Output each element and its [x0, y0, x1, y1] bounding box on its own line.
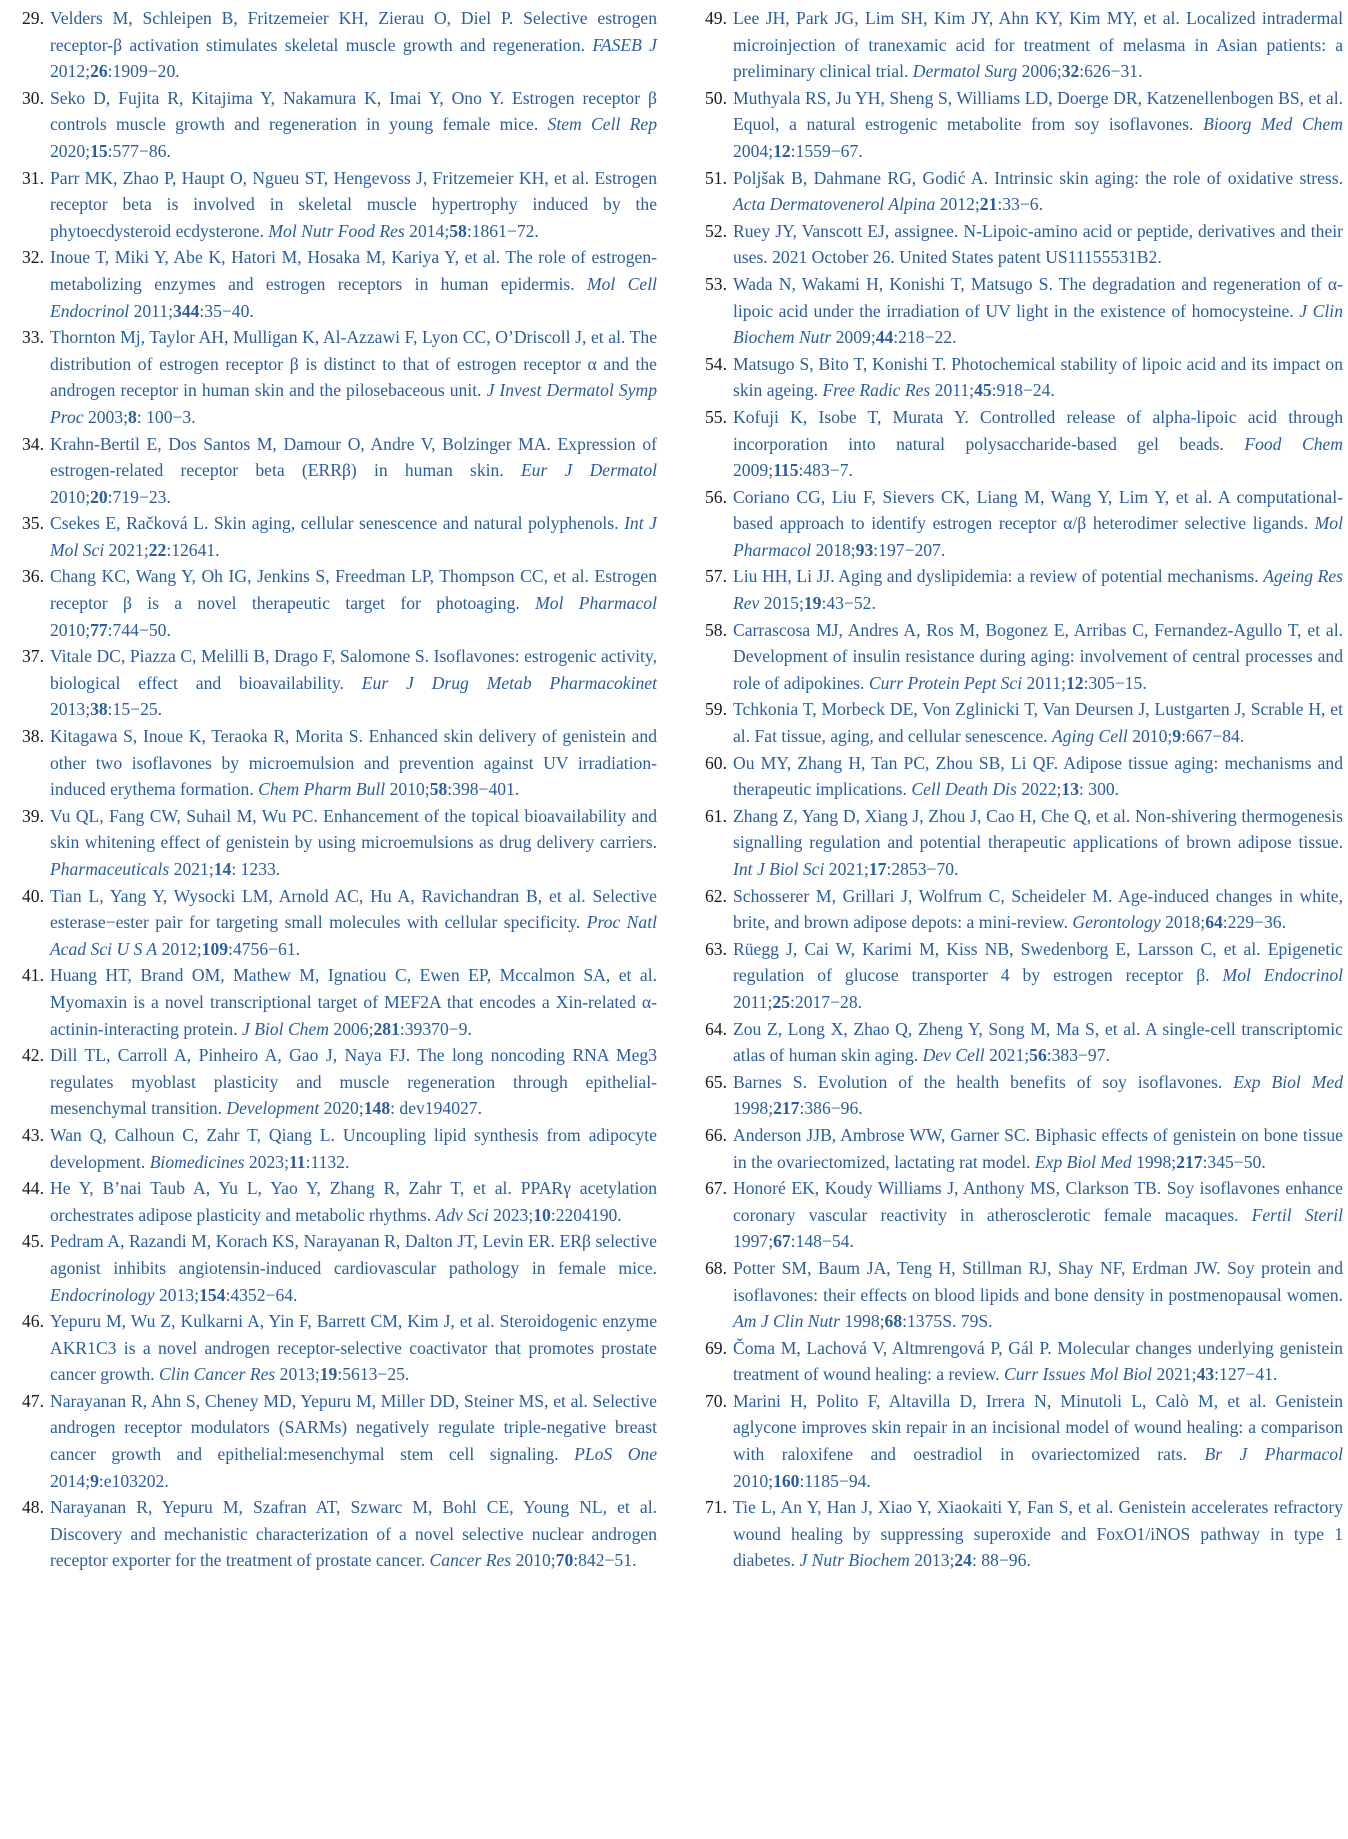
reference-journal[interactable]: Am J Clin Nutr: [733, 1311, 841, 1332]
reference-journal[interactable]: FASEB J: [592, 34, 657, 55]
reference-entry: [693, 271, 1343, 351]
reference-pages: :4352−64.: [225, 1284, 298, 1305]
reference-volume: 148: [363, 1098, 391, 1119]
reference-text: Parr MK, Zhao P, Haupt O, Ngueu ST, Hengevoss J, Fritzemeier KH, et al. Estrogen receptor beta is involved in skeletal muscle hypertrophy induced by the phytoecdysteroid ecdysterone.: [50, 167, 657, 241]
reference-entry: [693, 165, 1343, 218]
reference-journal[interactable]: Chem Pharm Bull: [258, 779, 386, 800]
reference-text: Csekes E, Račková L. Skin aging, cellular senescence and natural polyphenols.: [50, 513, 619, 534]
reference-journal[interactable]: Food Chem: [1244, 433, 1343, 454]
reference-volume: 217: [773, 1098, 800, 1119]
reference-journal[interactable]: Dev Cell: [922, 1045, 985, 1066]
reference-volume: 115: [773, 460, 799, 481]
reference-year: 2018;: [1165, 912, 1206, 933]
reference-number: 59.: [705, 699, 727, 720]
reference-journal[interactable]: Gerontology: [1072, 912, 1161, 933]
reference-pages: : dev194027.: [390, 1098, 482, 1119]
reference-number: 54.: [705, 353, 727, 374]
reference-journal[interactable]: J Nutr Biochem: [799, 1550, 910, 1571]
reference-column-left: [10, 5, 657, 1574]
reference-text: Rüegg J, Cai W, Karimi M, Kiss NB, Swedenborg E, Larsson C, et al. Epigenetic regulation of glucose transporter 4 by estrogen receptor β.: [733, 938, 1343, 986]
reference-pages: : 300.: [1078, 779, 1120, 800]
reference-text: Kitagawa S, Inoue K, Teraoka R, Morita S. Enhanced skin delivery of genistein and other two isoflavones by microemulsion and prevention against UV irradiation-induced erythema formation.: [50, 726, 657, 800]
reference-journal[interactable]: Bioorg Med Chem: [1203, 114, 1343, 135]
reference-pages: : 88−96.: [971, 1550, 1031, 1571]
reference-journal[interactable]: Fertil Steril: [1251, 1204, 1343, 1225]
reference-number: 39.: [22, 805, 44, 826]
reference-text: Dill TL, Carroll A, Pinheiro A, Gao J, Naya FJ. The long noncoding RNA Meg3 regulates myoblast plasticity and muscle regeneration through epithelial-mesenchymal transition.: [50, 1045, 657, 1119]
reference-journal[interactable]: Development: [226, 1098, 320, 1119]
reference-text: Matsugo S, Bito T, Konishi T. Photochemical stability of lipoic acid and its impact on skin ageing.: [733, 353, 1343, 401]
reference-volume: 17: [868, 859, 887, 879]
reference-entry: [10, 883, 657, 963]
reference-volume: 24: [954, 1550, 972, 1571]
reference-text: Muthyala RS, Ju YH, Sheng S, Williams LD, Doerge DR, Katzenellenbogen BS, et al. Equol, a natural estrogenic metabolite from soy isoflavones.: [733, 87, 1343, 135]
reference-number: 60.: [705, 752, 727, 773]
reference-year: 2018;: [815, 539, 856, 560]
reference-pages: :33−6.: [997, 194, 1043, 215]
reference-year: 2003;: [87, 406, 129, 427]
reference-year: 2012;: [50, 61, 91, 82]
reference-entry: [693, 1016, 1343, 1069]
reference-text: Ou MY, Zhang H, Tan PC, Zhou SB, Li QF. Adipose tissue aging: mechanisms and therapeutic implications.: [733, 752, 1343, 800]
reference-journal[interactable]: Curr Protein Pept Sci: [868, 672, 1023, 693]
reference-number: 43.: [22, 1124, 44, 1145]
reference-pages: :577−86.: [107, 140, 171, 161]
reference-pages: :842−51.: [573, 1550, 637, 1571]
reference-number: 65.: [705, 1071, 727, 1092]
reference-text: Seko D, Fujita R, Kitajima Y, Nakamura K, Imai Y, Ono Y. Estrogen receptor β controls muscle growth and regeneration in young female mice.: [50, 87, 657, 135]
reference-entry: [693, 1388, 1343, 1494]
reference-entry: [693, 484, 1343, 564]
reference-entry: [693, 803, 1343, 883]
reference-entry: [10, 244, 657, 324]
reference-pages: :127−41.: [1214, 1364, 1278, 1385]
reference-volume: 10: [533, 1204, 551, 1225]
reference-volume: 344: [173, 300, 200, 321]
reference-entry: [693, 1335, 1343, 1388]
reference-volume: 160: [773, 1470, 800, 1491]
reference-number: 36.: [22, 566, 44, 587]
reference-pages: :2204190.: [550, 1204, 622, 1225]
reference-volume: 64: [1205, 912, 1223, 933]
reference-year: 2020;: [50, 140, 91, 161]
reference-entry: [10, 85, 657, 165]
reference-number: 34.: [22, 433, 44, 454]
reference-number: 38.: [22, 726, 44, 747]
reference-number: 50.: [705, 87, 727, 108]
reference-pages: : 100−3.: [136, 406, 196, 427]
reference-journal[interactable]: Dermatol Surg: [912, 61, 1018, 82]
reference-pages: :12641.: [166, 539, 220, 560]
reference-volume: 44: [875, 327, 894, 348]
reference-volume: 93: [855, 539, 874, 560]
reference-journal[interactable]: Br J Pharmacol: [1204, 1444, 1343, 1465]
reference-journal[interactable]: Ageing Res Rev: [733, 566, 1344, 614]
reference-column-right: [693, 5, 1343, 1574]
reference-entry: [10, 1042, 657, 1122]
reference-entry: [693, 5, 1343, 85]
reference-pages: :35−40.: [199, 300, 254, 321]
reference-entry: [10, 1494, 657, 1574]
reference-pages: :2853−70.: [886, 859, 959, 879]
reference-volume: 19: [803, 593, 822, 614]
reference-volume: 13: [1061, 779, 1079, 800]
reference-pages: :1909−20.: [107, 61, 180, 82]
reference-text: Velders M, Schleipen B, Fritzemeier KH, Zierau O, Diel P. Selective estrogen receptor-β activation stimulates skeletal muscle growth and regeneration.: [50, 8, 657, 55]
reference-entry: [693, 1255, 1343, 1335]
reference-volume: 12: [773, 140, 791, 161]
reference-number: 57.: [705, 566, 727, 587]
reference-journal[interactable]: Exp Biol Med: [1034, 1151, 1132, 1172]
reference-journal[interactable]: Curr Issues Mol Biol: [1003, 1364, 1153, 1385]
reference-number: 47.: [22, 1390, 44, 1411]
reference-volume: 43: [1196, 1364, 1215, 1385]
reference-text: Anderson JJB, Ambrose WW, Garner SC. Biphasic effects of genistein on bone tissue in the ovariectomized, lactating rat model.: [733, 1124, 1343, 1172]
reference-journal[interactable]: J Clin Biochem Nutr: [733, 300, 1343, 348]
reference-entry: [693, 85, 1343, 165]
reference-text: Wada N, Wakami H, Konishi T, Matsugo S. The degradation and regeneration of α-lipoic acid under the irradiation of UV light in the existence of homocysteine.: [733, 273, 1343, 321]
reference-entry: [10, 1228, 657, 1308]
reference-volume: 22: [148, 539, 167, 560]
reference-year: 2010;: [733, 1470, 774, 1491]
reference-volume: 70: [555, 1550, 574, 1571]
reference-volume: 58: [449, 220, 467, 241]
reference-entry: [693, 563, 1343, 616]
reference-volume: 154: [199, 1284, 226, 1305]
reference-number: 70.: [705, 1390, 727, 1411]
reference-entry: [693, 404, 1343, 484]
reference-text: Liu HH, Li JJ. Aging and dyslipidemia: a review of potential mechanisms.: [733, 566, 1259, 587]
reference-journal[interactable]: Mol Nutr Food Res: [268, 220, 405, 241]
reference-volume: 9: [90, 1470, 99, 1491]
reference-year: 2010;: [1132, 726, 1173, 747]
reference-year: 2011;: [934, 380, 975, 401]
reference-journal[interactable]: Eur J Dermatol: [520, 460, 657, 481]
reference-pages: :1132.: [305, 1151, 350, 1172]
reference-entry: [10, 1308, 657, 1388]
reference-journal[interactable]: Proc Natl Acad Sci U S A: [50, 912, 657, 959]
reference-journal[interactable]: Mol Pharmacol: [733, 513, 1343, 560]
reference-volume: 45: [974, 380, 992, 401]
reference-entry: [693, 750, 1343, 803]
reference-journal[interactable]: Stem Cell Rep: [547, 114, 658, 135]
reference-text: Pedram A, Razandi M, Korach KS, Narayanan R, Dalton JT, Levin ER. ERβ selective agonist inhibits angiotensin-induced cardiovascular pathology in female mice.: [50, 1231, 657, 1278]
reference-text: Krahn-Bertil E, Dos Santos M, Damour O, Andre V, Bolzinger MA. Expression of estrogen-related receptor beta (ERRβ) in human skin.: [50, 433, 657, 481]
reference-year: 2022;: [1021, 779, 1062, 800]
reference-number: 48.: [22, 1497, 44, 1518]
reference-number: 29.: [22, 8, 44, 28]
reference-volume: 56: [1029, 1045, 1047, 1066]
reference-text: Thornton Mj, Taylor AH, Mulligan K, Al-Azzawi F, Lyon CC, O’Driscoll J, et al. The distribution of estrogen receptor β is distinct to that of estrogen receptor α and the androgen receptor in human skin and the pilosebaceous unit.: [50, 327, 657, 401]
reference-journal[interactable]: Mol Cell Endocrinol: [50, 273, 657, 321]
reference-volume: 15: [90, 140, 108, 161]
reference-number: 35.: [22, 513, 44, 534]
reference-text: Marini H, Polito F, Altavilla D, Irrera N, Minutoli L, Calò M, et al. Genistein aglycone improves skin repair in an incisional model of wound healing: a comparison with raloxifene and oestradiol in ovariectomized rats.: [733, 1390, 1343, 1465]
reference-volume: 25: [772, 991, 791, 1012]
reference-year: 1998;: [844, 1311, 885, 1332]
reference-number: 40.: [22, 885, 44, 906]
reference-entry: [10, 1122, 657, 1175]
reference-journal[interactable]: Pharmaceuticals: [50, 859, 170, 879]
reference-number: 51.: [705, 167, 727, 188]
reference-volume: 217: [1176, 1151, 1203, 1172]
reference-number: 66.: [705, 1124, 727, 1145]
reference-journal[interactable]: Int J Mol Sci: [50, 513, 657, 560]
reference-pages: :43−52.: [821, 593, 876, 614]
reference-pages: :1185−94.: [799, 1470, 871, 1491]
reference-year: 2013;: [50, 699, 91, 720]
reference-volume: 32: [1061, 61, 1080, 82]
reference-journal[interactable]: Mol Pharmacol: [535, 593, 657, 614]
reference-entry: [10, 165, 657, 245]
reference-entry: [693, 696, 1343, 749]
reference-number: 58.: [705, 619, 727, 640]
reference-volume: 19: [319, 1364, 338, 1385]
reference-number: 56.: [705, 486, 727, 507]
reference-journal[interactable]: Int J Biol Sci: [733, 859, 825, 879]
reference-year: 2010;: [50, 486, 91, 507]
reference-pages: :148−54.: [790, 1231, 854, 1252]
reference-journal[interactable]: J Biol Chem: [242, 1018, 329, 1039]
reference-journal[interactable]: Aging Cell: [1052, 726, 1128, 747]
reference-volume: 38: [90, 699, 108, 720]
reference-number: 32.: [22, 247, 44, 268]
reference-pages: :626−31.: [1079, 61, 1143, 82]
reference-year: 2009;: [733, 460, 774, 481]
reference-text: Vitale DC, Piazza C, Melilli B, Drago F, Salomone S. Isoflavones: estrogenic activity, biological effect and bioavailability.: [50, 646, 657, 693]
reference-pages: :398−401.: [447, 779, 520, 800]
reference-text: He Y, B’nai Taub A, Yu L, Yao Y, Zhang R, Zahr T, et al. PPARγ acetylation orchestrates adipose plasticity and metabolic rhythms.: [50, 1178, 657, 1225]
reference-number: 69.: [705, 1337, 727, 1358]
reference-journal[interactable]: Adv Sci: [435, 1204, 489, 1225]
reference-year: 2006;: [1021, 61, 1062, 82]
reference-entry: [693, 936, 1343, 1016]
reference-pages: :386−96.: [799, 1098, 863, 1119]
reference-year: 2013;: [279, 1364, 320, 1385]
reference-journal[interactable]: Cell Death Dis: [911, 779, 1017, 800]
reference-year: 2023;: [493, 1204, 534, 1225]
reference-year: 2021;: [108, 539, 149, 560]
reference-text: Chang KC, Wang Y, Oh IG, Jenkins S, Freedman LP, Thompson CC, et al. Estrogen receptor β is a novel therapeutic target for photoaging.: [50, 566, 657, 614]
reference-volume: 67: [773, 1231, 791, 1252]
reference-number: 30.: [22, 87, 44, 108]
reference-pages: :5613−25.: [337, 1364, 410, 1385]
reference-text: Carrascosa MJ, Andres A, Ros M, Bogonez E, Arribas C, Fernandez-Agullo T, et al. Development of insulin resistance during aging: involvement of central processes and role of adipokines.: [733, 619, 1343, 693]
reference-pages: :305−15.: [1083, 672, 1147, 693]
reference-journal[interactable]: Biomedicines: [149, 1151, 245, 1172]
reference-text: Inoue T, Miki Y, Abe K, Hatori M, Hosaka M, Kariya Y, et al. The role of estrogen-metabolizing enzymes and estrogen receptors in human epidermis.: [50, 247, 657, 294]
reference-pages: :4756−61.: [228, 938, 301, 959]
reference-year: 2021;: [989, 1045, 1030, 1066]
reference-volume: 68: [884, 1311, 903, 1332]
reference-year: 2023;: [248, 1151, 289, 1172]
reference-journal[interactable]: Cancer Res: [429, 1550, 512, 1571]
reference-pages: :1375S. 79S.: [902, 1311, 993, 1332]
reference-volume: 9: [1172, 726, 1182, 747]
reference-volume: 21: [979, 194, 998, 215]
reference-volume: 26: [90, 61, 108, 82]
reference-journal[interactable]: Eur J Drug Metab Pharmacokinet: [361, 672, 657, 693]
reference-year: 2013;: [158, 1284, 200, 1305]
reference-journal[interactable]: Free Radic Res: [822, 380, 931, 401]
reference-text: Ruey JY, Vanscott EJ, assignee. N-Lipoic-amino acid or peptide, derivatives and their uses. 2021 October 26. United States patent US11155531B2.: [733, 220, 1343, 268]
reference-pages: :2017−28.: [790, 991, 863, 1012]
reference-text: Schosserer M, Grillari J, Wolfrum C, Scheideler M. Age-induced changes in white, brite, and brown adipose depots: a mini-review.: [733, 885, 1343, 933]
reference-entry: [10, 723, 657, 803]
reference-number: 55.: [705, 406, 727, 427]
reference-volume: 8: [128, 406, 137, 427]
reference-pages: :39370−9.: [399, 1018, 472, 1039]
reference-text: Huang HT, Brand OM, Mathew M, Ignatiou C, Ewen EP, Mccalmon SA, et al. Myomaxin is a novel transcriptional target of MEF2A that encodes a Xin-related α-actinin-interacting protein.: [50, 965, 657, 1039]
reference-year: 2014;: [409, 220, 450, 241]
reference-number: 46.: [22, 1311, 44, 1332]
reference-text: Potter SM, Baum JA, Teng H, Stillman RJ, Shay NF, Erdman JW. Soy protein and isoflavones: their effects on blood lipids and bone density in postmenopausal women.: [733, 1257, 1343, 1305]
reference-text: Kofuji K, Isobe T, Murata Y. Controlled release of alpha-lipoic acid through incorporation into natural polysaccharide-based gel beads.: [733, 406, 1343, 454]
reference-pages: :483−7.: [798, 460, 853, 481]
reference-number: 49.: [705, 8, 727, 28]
reference-pages: :1559−67.: [790, 140, 863, 161]
reference-pages: :719−23.: [107, 486, 171, 507]
reference-journal[interactable]: Endocrinology: [50, 1284, 155, 1305]
reference-year: 2015;: [763, 593, 804, 614]
reference-number: 37.: [22, 646, 44, 667]
reference-entry: [693, 883, 1343, 936]
reference-year: 1998;: [1136, 1151, 1177, 1172]
reference-journal[interactable]: Acta Dermatovenerol Alpina: [733, 194, 936, 215]
reference-number: 64.: [705, 1018, 727, 1039]
reference-text: Honoré EK, Koudy Williams J, Anthony MS, Clarkson TB. Soy isoflavones enhance coronary vascular reactivity in atherosclerotic female macaques.: [733, 1178, 1343, 1225]
reference-number: 41.: [22, 965, 44, 986]
reference-text: Tian L, Yang Y, Wysocki LM, Arnold AC, Hu A, Ravichandran B, et al. Selective esterase−ester pair for targeting small molecules with cellular specificity.: [50, 885, 657, 933]
reference-year: 2010;: [515, 1550, 556, 1571]
reference-entry: [10, 510, 657, 563]
reference-year: 2004;: [733, 140, 774, 161]
reference-text: Narayanan R, Yepuru M, Szafran AT, Szwarc M, Bohl CE, Young NL, et al. Discovery and mechanistic characterization of a novel selective nuclear androgen receptor exporter for the treatment of prostate cancer.: [50, 1497, 657, 1571]
reference-number: 68.: [705, 1257, 727, 1278]
reference-number: 33.: [22, 327, 44, 348]
reference-pages: :667−84.: [1181, 726, 1245, 747]
reference-number: 45.: [22, 1231, 44, 1252]
reference-year: 2014;: [50, 1470, 91, 1491]
reference-pages: :229−36.: [1222, 912, 1286, 933]
reference-entry: [10, 5, 657, 85]
reference-pages: :218−22.: [893, 327, 957, 348]
reference-text: Tchkonia T, Morbeck DE, Von Zglinicki T, Van Deursen J, Lustgarten J, Scrable H, et al. Fat tissue, aging, and cellular senescence.: [733, 699, 1343, 747]
reference-text: Barnes S. Evolution of the health benefits of soy isoflavones.: [733, 1071, 1223, 1092]
reference-text: Poljšak B, Dahmane RG, Godić A. Intrinsic skin aging: the role of oxidative stress.: [733, 167, 1343, 188]
reference-number: 44.: [22, 1178, 44, 1199]
reference-year: 2012;: [161, 938, 202, 959]
reference-text: Vu QL, Fang CW, Suhail M, Wu PC. Enhancement of the topical bioavailability and skin whitening effect of genistein by using microemulsions as drug delivery carriers.: [50, 805, 657, 853]
reference-entry: [10, 1175, 657, 1228]
reference-number: 63.: [705, 938, 727, 959]
reference-year: 2011;: [133, 300, 174, 321]
reference-entry: [693, 351, 1343, 404]
reference-entry: [693, 1069, 1343, 1122]
reference-year: 2021;: [1156, 1364, 1197, 1385]
reference-volume: 109: [201, 938, 229, 959]
reference-entry: [10, 962, 657, 1042]
reference-entry: [693, 1494, 1343, 1574]
reference-pages: :345−50.: [1202, 1151, 1266, 1172]
reference-year: 2020;: [323, 1098, 364, 1119]
reference-number: 53.: [705, 273, 727, 294]
reference-journal[interactable]: J Invest Dermatol Symp Proc: [50, 380, 657, 427]
reference-journal[interactable]: Exp Biol Med: [1233, 1071, 1343, 1092]
reference-volume: 14: [213, 859, 232, 879]
reference-pages: :e103202.: [98, 1470, 169, 1491]
reference-number: 31.: [22, 167, 44, 188]
reference-entry: [693, 1122, 1343, 1175]
reference-text: Zou Z, Long X, Zhao Q, Zheng Y, Song M, Ma S, et al. A single-cell transcriptomic atlas of human skin aging.: [733, 1018, 1343, 1066]
reference-pages: :1861−72.: [466, 220, 539, 241]
reference-text: Čoma M, Lachová V, Altmrengová P, Gál P. Molecular changes underlying genistein treatment of wound healing: a review.: [733, 1337, 1343, 1385]
reference-number: 42.: [22, 1045, 44, 1066]
reference-entry: [10, 643, 657, 723]
reference-number: 67.: [705, 1178, 727, 1199]
reference-entry: [10, 803, 657, 883]
reference-year: 2006;: [333, 1018, 374, 1039]
reference-volume: 11: [288, 1151, 306, 1172]
reference-entry: [10, 1388, 657, 1494]
reference-year: 2012;: [939, 194, 980, 215]
reference-text: Tie L, An Y, Han J, Xiao Y, Xiaokaiti Y, Fan S, et al. Genistein accelerates refractory wound healing by suppressing superoxide and FoxO1/iNOS pathway in type 1 diabetes.: [733, 1497, 1343, 1571]
reference-pages: :197−207.: [873, 539, 946, 560]
reference-journal[interactable]: PLoS One: [574, 1444, 658, 1465]
reference-number: 61.: [705, 805, 727, 826]
reference-number: 71.: [705, 1497, 727, 1518]
reference-entry: [693, 617, 1343, 697]
reference-journal[interactable]: Mol Endocrinol: [1222, 965, 1344, 986]
reference-text: Yepuru M, Wu Z, Kulkarni A, Yin F, Barrett CM, Kim J, et al. Steroidogenic enzyme AKR1C3 is a novel androgen receptor-selective coactivator that promotes prostate cancer growth.: [50, 1311, 657, 1385]
reference-number: 52.: [705, 220, 727, 241]
reference-entry: [693, 218, 1343, 271]
reference-pages: :918−24.: [991, 380, 1055, 401]
reference-pages: :383−97.: [1046, 1045, 1110, 1066]
reference-year: 2010;: [50, 619, 91, 640]
reference-volume: 58: [429, 779, 448, 800]
reference-year: 2021;: [828, 859, 869, 879]
reference-journal[interactable]: Clin Cancer Res: [158, 1364, 276, 1385]
reference-volume: 20: [90, 486, 108, 507]
reference-pages: :15−25.: [107, 699, 163, 720]
reference-year: 1998;: [733, 1098, 774, 1119]
reference-volume: 77: [90, 619, 108, 640]
reference-volume: 281: [373, 1018, 400, 1039]
reference-entry: [10, 563, 657, 643]
reference-year: 2013;: [914, 1550, 955, 1571]
reference-year: 2011;: [1026, 672, 1066, 693]
reference-text: Coriano CG, Liu F, Sievers CK, Liang M, Wang Y, Lim Y, et al. A computational-based approach to identify estrogen receptor α/β heterodimer selective ligands.: [733, 486, 1343, 534]
reference-text: Zhang Z, Yang D, Xiang J, Zhou J, Cao H, Che Q, et al. Non-shivering thermogenesis signalling regulation and potential therapeutic applications of brown adipose tissue.: [733, 805, 1343, 853]
reference-year: 2021;: [173, 859, 214, 879]
reference-text: Lee JH, Park JG, Lim SH, Kim JY, Ahn KY, Kim MY, et al. Localized intradermal microinjection of tranexamic acid for treatment of melasma in Asian patients: a preliminary clinical trial.: [733, 8, 1343, 82]
reference-entry: [693, 1175, 1343, 1255]
reference-year: 2010;: [389, 779, 430, 800]
reference-year: 2009;: [835, 327, 876, 348]
reference-year: 2011;: [733, 991, 773, 1012]
reference-number: 62.: [705, 885, 727, 906]
reference-text: Narayanan R, Ahn S, Cheney MD, Yepuru M, Miller DD, Steiner MS, et al. Selective androgen receptor modulators (SARMs) negatively regulate triple-negative breast cancer growth and epithelial:mesenchymal stem cell signaling.: [50, 1390, 657, 1465]
reference-year: 1997;: [733, 1231, 774, 1252]
reference-pages: : 1233.: [231, 859, 281, 879]
reference-entry: [10, 431, 657, 511]
reference-pages: :744−50.: [107, 619, 171, 640]
reference-volume: 12: [1065, 672, 1084, 693]
reference-text: Wan Q, Calhoun C, Zahr T, Qiang L. Uncoupling lipid synthesis from adipocyte development.: [50, 1124, 657, 1172]
reference-entry: [10, 324, 657, 430]
